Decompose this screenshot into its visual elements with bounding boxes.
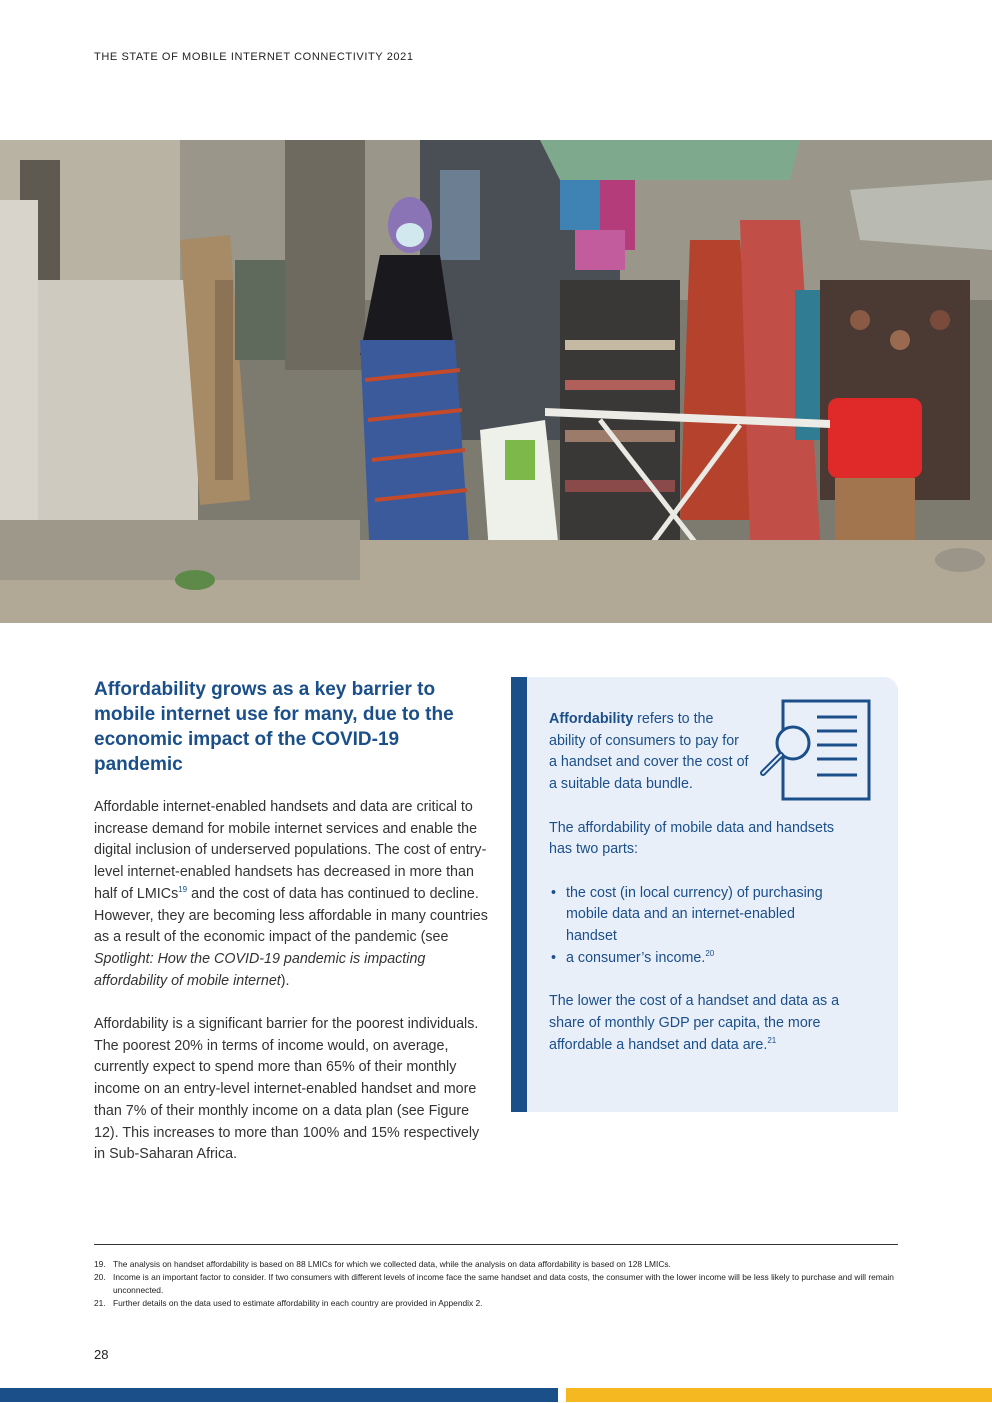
- section-heading: Affordability grows as a key barrier to mobile internet use for many, due to the economic impact of the COVID-19 pandemic: [94, 679, 454, 775]
- paragraph-1: Affordable internet-enabled handsets and data are critical to increase demand for mobile internet services and enable the digital inclusion of underserved populations. The cost of entry-level internet-enabled handsets has decreased in more than half of LMICs$^{19}$ and the cost of data has continued to decline. However, they are becoming less affordable in many countries as a result of the economic impact of the pandemic (see Spotlight: How the COVID-19 pandemic is impacting affordability of mobile internet).: [94, 799, 488, 989]
- list-item: • the cost (in local currency) of purchasing mobile data and an internet-enabled handset: [549, 883, 849, 948]
- spotlight-reference: Spotlight: How the COVID-19 pandemic is impacting affordability of mobile internet: [94, 950, 426, 989]
- definition-box: [511, 677, 898, 1112]
- definition-term: Affordability: [549, 711, 634, 727]
- footer-band-yellow: [566, 1388, 992, 1402]
- footnote-21: 21. Further details on the data used to estimate affordability in each country are provided in Appendix 2.: [94, 1298, 483, 1308]
- page-number: 28: [94, 1347, 109, 1362]
- box-accent-bar: [511, 677, 527, 1112]
- definition-intro: The affordability of mobile data and handsets has two parts:: [549, 819, 835, 858]
- footnote-ref-20[interactable]: 20: [705, 948, 715, 958]
- body-text: [94, 797, 489, 1188]
- footer-band-blue: [0, 1388, 558, 1402]
- definition-bullets: [549, 883, 849, 970]
- definition-text: Affordability refers to the ability of consumers to pay for a handset and cover the cost of a suitable data bundle.: [549, 711, 749, 793]
- running-title: THE STATE OF MOBILE INTERNET CONNECTIVITY 2021: [94, 51, 414, 63]
- footnote-19: 19. The analysis on handset affordability is based on 88 LMICs for which we collected data, while the analysis on data affordability is based on 128 LMICs.: [94, 1259, 671, 1269]
- footnote-ref-21[interactable]: 21: [767, 1035, 777, 1045]
- definition-closing: The lower the cost of a handset and data as a share of monthly GDP per capita, the more affordable a handset and data are.$^{21}$: [549, 993, 840, 1053]
- document-magnifier-icon: [757, 699, 873, 805]
- footnote-20: 20. Income is an important factor to consider. If two consumers with different levels of income face the same handset and data costs, the consumer with the lower income will be less likely to purchase and will remain unconnected.: [94, 1272, 894, 1295]
- footnote-ref-19[interactable]: 19: [178, 885, 188, 895]
- list-item: • a consumer’s income.$^{20}$: [549, 948, 849, 970]
- footnotes: [94, 1258, 894, 1310]
- market-photo: [0, 140, 992, 623]
- paragraph-2: Affordability is a significant barrier for the poorest individuals. The poorest 20% in terms of income would, on average, currently expect to spend more than 65% of their monthly income on an entry-level internet-enabled handset and more than 7% of their monthly income on a data plan (see Figure 12). This increases to more than 100% and 15% respectively in Sub-Saharan Africa.: [94, 1016, 480, 1163]
- footnote-rule: [94, 1244, 898, 1245]
